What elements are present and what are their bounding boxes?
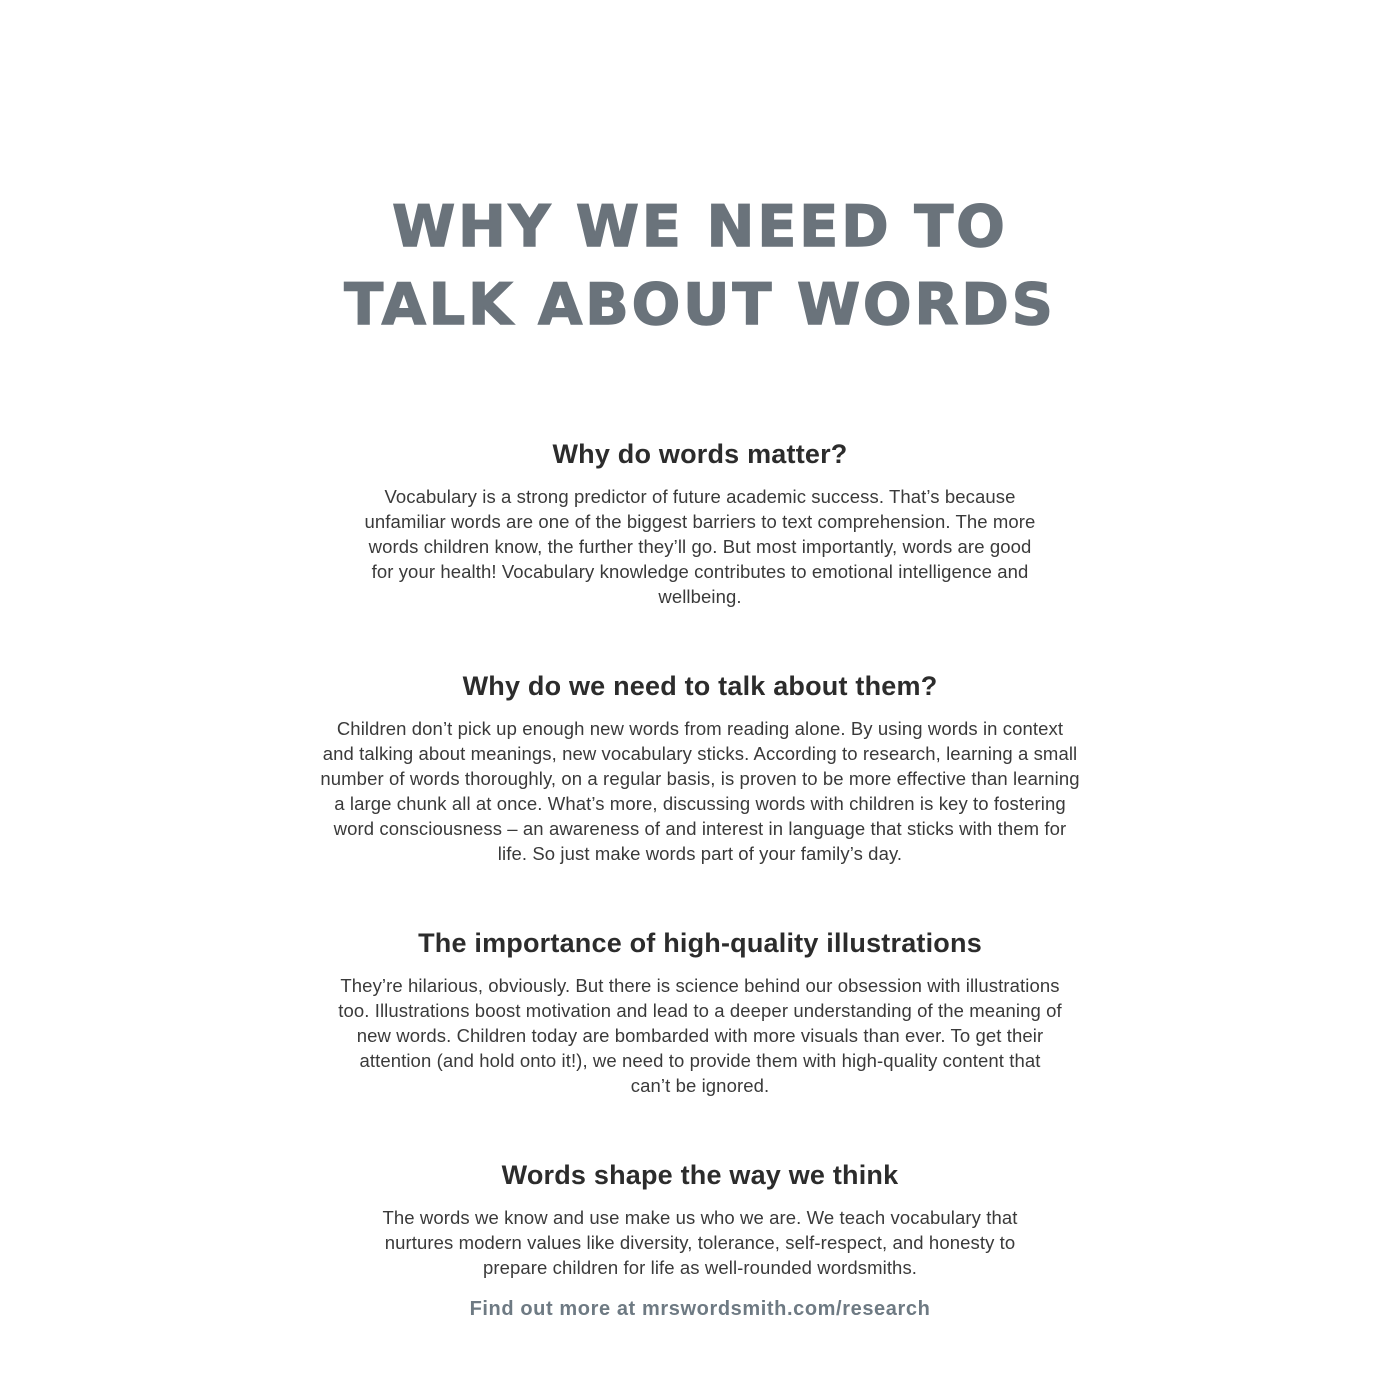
page-title-line-2: TALK ABOUT WORDS <box>344 272 1056 339</box>
section-body: Vocabulary is a strong predictor of future academic success. That’s because unfamiliar words are one of the biggest barriers to text comprehension. The more words children know, the further they’ll go. But most importantly, words are good for your health! Vocabulary knowledge contributes to emotional intelligence and wellbeing. <box>364 486 1036 608</box>
section-talk-about-them <box>300 671 1100 866</box>
section-heading: Why do words matter? <box>552 439 848 470</box>
section-high-quality-illustrations <box>300 928 1100 1098</box>
page-title-line-1: WHY WE NEED TO <box>392 194 1008 261</box>
section-body: The words we know and use make us who we are. We teach vocabulary that nurtures modern values like diversity, tolerance, self-respect, and honesty to prepare children for life as well-rounded wordsmiths. <box>382 1207 1018 1279</box>
section-heading: Why do we need to talk about them? <box>462 671 938 702</box>
sections-container <box>300 439 1100 1280</box>
section-body: Children don’t pick up enough new words from reading alone. By using words in context and talking about meanings, new vocabulary sticks. According to research, learning a small number of words thoroughly, on a regular basis, is proven to be more effective than learning a large chunk all at once. What’s more, discussing words with children is key to fostering word consciousness – an awareness of and interest in language that sticks with them for life. So just make words part of your family’s day. <box>320 718 1080 865</box>
section-why-words-matter <box>300 439 1100 609</box>
page-title <box>300 188 1100 344</box>
page-content <box>300 0 1100 1280</box>
footer-link-text: Find out more at mrswordsmith.com/research <box>469 1298 931 1320</box>
section-body: They’re hilarious, obviously. But there is science behind our obsession with illustrations too. Illustrations boost motivation and lead to a deeper understanding of the meaning of new words. Children today are bombarded with more visuals than ever. To get their attention (and hold onto it!), we need to provide them with high-quality content that can’t be ignored. <box>338 975 1062 1097</box>
section-heading: Words shape the way we think <box>501 1160 899 1191</box>
section-words-shape-think <box>300 1160 1100 1280</box>
section-heading: The importance of high-quality illustrations <box>418 928 982 959</box>
